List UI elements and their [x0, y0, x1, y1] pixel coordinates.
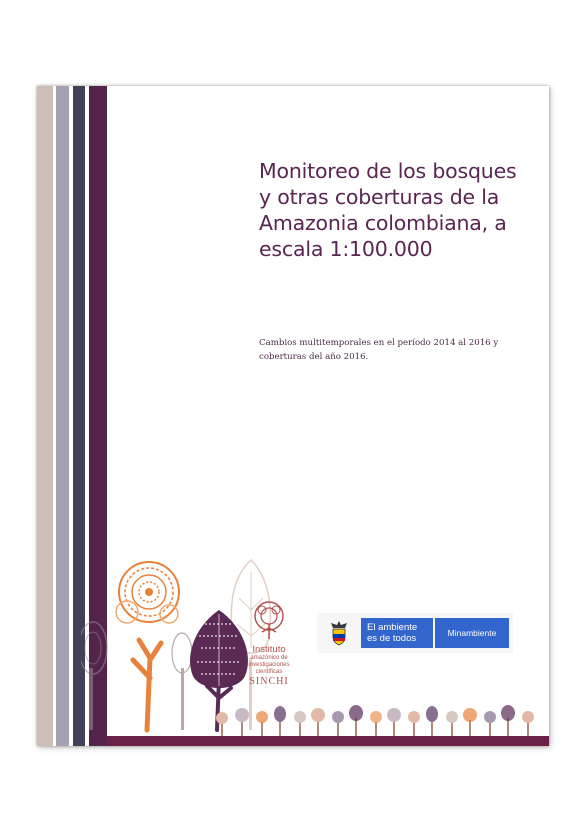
small-tree: [216, 705, 534, 738]
orange-tree: [116, 562, 179, 730]
small-trees-row: [213, 704, 549, 738]
slogan-line-1: El ambiente: [367, 622, 418, 633]
sinchi-line-3: SINCHI: [249, 676, 289, 687]
colombia-crest-icon: [325, 619, 353, 647]
side-stripe-beige: [37, 86, 53, 746]
ground-band: [107, 736, 549, 746]
slogan-box: [361, 618, 433, 648]
cover-title: Monitoreo de los bosques y otras coberturas de la Amazonia colombiana, a escala 1:100.000: [259, 159, 517, 261]
sinchi-logo: [244, 598, 294, 687]
government-logo: [317, 613, 513, 653]
grey-tree: [81, 622, 107, 730]
sinchi-line-1: Instituto: [252, 644, 286, 655]
book-cover: [37, 86, 549, 746]
ministry-label: Minambiente: [435, 618, 509, 648]
thin-tree: [172, 633, 192, 730]
sinchi-line-2: amazónico de investigaciones científicas: [248, 655, 290, 675]
sinchi-tree-emblem: [244, 598, 294, 640]
side-stripe-lilac: [56, 86, 69, 746]
cover-subtitle: Cambios multitemporales en el período 2014 al 2016 y coberturas del año 2016.: [259, 338, 499, 362]
slogan-line-2: es de todos: [367, 633, 417, 644]
